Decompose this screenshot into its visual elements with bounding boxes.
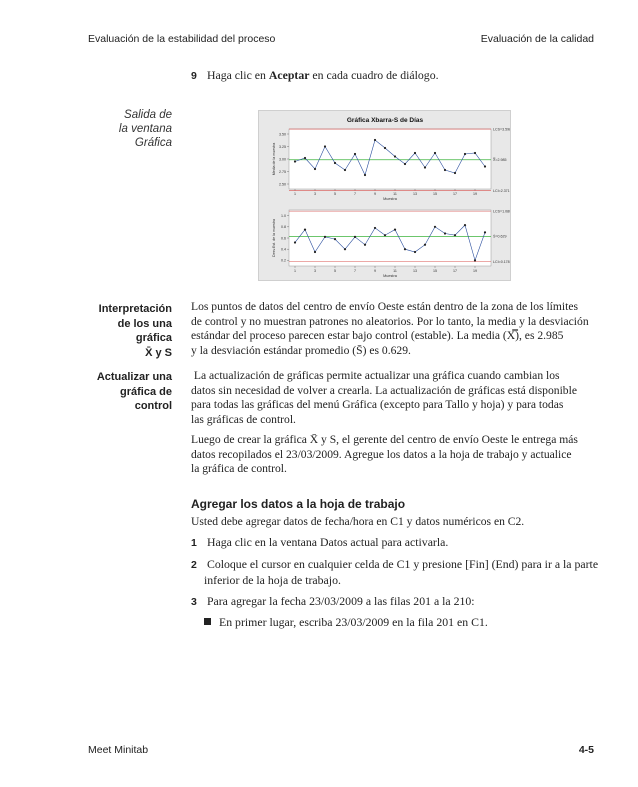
x-axis-label: Muestra: [383, 274, 397, 278]
y-axis-label: Desv.Est. de la muestra: [272, 219, 276, 257]
data-point: [484, 165, 486, 167]
output-margin-label: Salida de la ventana Gráfica: [118, 109, 172, 149]
y-tick-label: 2.75: [279, 169, 286, 174]
data-point: [324, 236, 326, 238]
step-text-bold: Aceptar: [268, 68, 310, 82]
step-3: [191, 594, 475, 610]
s-panel: [272, 209, 510, 278]
step-number: 9: [191, 70, 197, 82]
x-tick-label: 5: [334, 269, 336, 273]
x-axis-label: Muestra: [383, 197, 397, 201]
y-tick-label: 0.8: [281, 225, 286, 230]
section-intro: Usted debe agregar datos de fecha/hora en C1 y datos numéricos en C2.: [191, 515, 525, 528]
step-text-pre: Haga clic en: [206, 68, 269, 82]
data-point: [414, 251, 416, 253]
step-text-post: en cada cuadro de diálogo.: [309, 68, 439, 82]
bullet-text: En primer lugar, escriba 23/03/2009 en la fila 201 en C1.: [219, 615, 488, 629]
data-point: [474, 259, 476, 261]
data-point: [304, 229, 306, 231]
bullet-square-icon: [204, 618, 211, 625]
step-text-continued: inferior de la hoja de trabajo.: [204, 573, 341, 587]
step-number: 3: [191, 596, 197, 608]
data-point: [354, 153, 356, 155]
update-margin-label: Actualizar una gráfica de control: [96, 371, 172, 412]
running-header-left: Evaluación de la estabilidad del proceso: [88, 33, 276, 45]
data-point: [374, 139, 376, 141]
data-point: [444, 169, 446, 171]
data-point: [314, 251, 316, 253]
y-tick-label: 2.50: [279, 182, 286, 187]
data-point: [294, 241, 296, 243]
data-point: [474, 152, 476, 154]
x-tick-label: 1: [294, 269, 296, 273]
footer-book-title: Meet Minitab: [88, 744, 149, 756]
data-point: [334, 238, 336, 240]
xbar-s-chart: [259, 111, 510, 280]
data-point: [344, 248, 346, 250]
data-point: [414, 152, 416, 154]
data-point: [394, 229, 396, 231]
x-tick-label: 15: [433, 269, 437, 273]
xbar-s-chart-window: [258, 110, 511, 281]
y-tick-label: 1.0: [281, 213, 286, 218]
x-tick-label: 19: [473, 269, 477, 273]
step-text: Para agregar la fecha 23/03/2009 a las filas 201 a la 210:: [206, 594, 475, 608]
data-point: [464, 224, 466, 226]
y-tick-label: 0.4: [281, 247, 286, 252]
step-2: [191, 557, 598, 588]
y-tick-label: 0.6: [281, 236, 286, 241]
data-point: [434, 152, 436, 154]
y-tick-label: 3.25: [279, 144, 286, 149]
step-text: Coloque el cursor en cualquier celda de C1 y presione [Fin] (End) para ir a la parte: [206, 557, 599, 571]
section-heading: Agregar los datos a la hoja de trabajo: [191, 497, 406, 511]
data-point: [354, 236, 356, 238]
data-point: [364, 244, 366, 246]
footer-page-number: 4-5: [578, 744, 594, 756]
data-point: [424, 166, 426, 168]
running-header-right: Evaluación de la calidad: [480, 33, 594, 45]
x-tick-label: 7: [354, 192, 356, 196]
bullet-item: [204, 615, 488, 630]
y-tick-label: 3.50: [279, 132, 286, 137]
data-point: [484, 231, 486, 233]
data-point: [304, 157, 306, 159]
data-point: [424, 244, 426, 246]
x-tick-label: 15: [433, 192, 437, 196]
ucl-label: LCS=1.080: [493, 209, 510, 214]
x-tick-label: 1: [294, 192, 296, 196]
step-text: Haga clic en la ventana Datos actual para activarla.: [206, 535, 449, 549]
step-number: 1: [191, 537, 197, 549]
data-point: [344, 169, 346, 171]
y-tick-label: 0.2: [281, 258, 286, 263]
data-point: [334, 162, 336, 164]
x-tick-label: 9: [374, 192, 376, 196]
data-point: [404, 248, 406, 250]
center-label: X̿=2.985: [493, 158, 507, 163]
x-tick-label: 11: [393, 192, 397, 196]
ucl-label: LCS=3.598: [493, 127, 510, 132]
xbar-panel: [272, 127, 510, 201]
y-tick-label: 3.00: [279, 157, 286, 162]
y-axis-label: Media de la muestra: [272, 142, 276, 176]
lcl-label: LCI=2.371: [493, 188, 510, 193]
data-point: [394, 155, 396, 157]
step-9: [191, 68, 439, 84]
step-1: [191, 535, 448, 551]
x-tick-label: 7: [354, 269, 356, 273]
x-tick-label: 5: [334, 192, 336, 196]
data-point: [294, 160, 296, 162]
interpretation-margin-label: Interpretación de los una gráfica X̄ y S: [98, 303, 172, 359]
data-point: [374, 227, 376, 229]
data-point: [384, 147, 386, 149]
lcl-label: LCI=0.178: [493, 259, 510, 264]
data-point: [434, 226, 436, 228]
data-point: [454, 172, 456, 174]
data-point: [454, 234, 456, 236]
data-point: [444, 232, 446, 234]
x-tick-label: 3: [314, 269, 316, 273]
x-tick-label: 11: [393, 269, 397, 273]
data-point: [404, 163, 406, 165]
chart-title: Gráfica Xbarra-S de Días: [346, 117, 424, 124]
x-tick-label: 19: [473, 192, 477, 196]
data-point: [314, 168, 316, 170]
after-paragraph: Luego de crear la gráfica X̄ y S, el gerente del centro de envío Oeste le entrega más datos recopilados el 23/03/2009. Agregue los datos a la hoja de trabajo y actualice la gráfica de control.: [191, 433, 578, 475]
x-tick-label: 17: [453, 269, 457, 273]
data-point: [464, 153, 466, 155]
plot-area: [289, 210, 491, 266]
center-label: S̄=0.629: [493, 234, 507, 239]
data-point: [384, 234, 386, 236]
x-tick-label: 9: [374, 269, 376, 273]
x-tick-label: 17: [453, 192, 457, 196]
data-point: [324, 145, 326, 147]
data-point: [364, 174, 366, 176]
x-tick-label: 13: [413, 192, 417, 196]
update-paragraph: La actualización de gráficas permite actualizar una gráfica cuando cambian los datos sin necesidad de volver a crearla. La actualización de gráficas está disponible para todas las gráficas del menú Gráfica (excepto para Tallo y hoja) y para todas las gráficas de control.: [191, 369, 577, 426]
interpretation-paragraph: Los puntos de datos del centro de envío Oeste están dentro de la zona de los límites de control y no muestran patrones no aleatorios. Por lo tanto, la media y la desviación estándar del proceso parecen estar bajo control (estable). La media (X̿), es 2.985 y la desviación estándar promedio (S̄) es 0.629.: [191, 300, 589, 357]
step-number: 2: [191, 559, 197, 571]
x-tick-label: 3: [314, 192, 316, 196]
x-tick-label: 13: [413, 269, 417, 273]
